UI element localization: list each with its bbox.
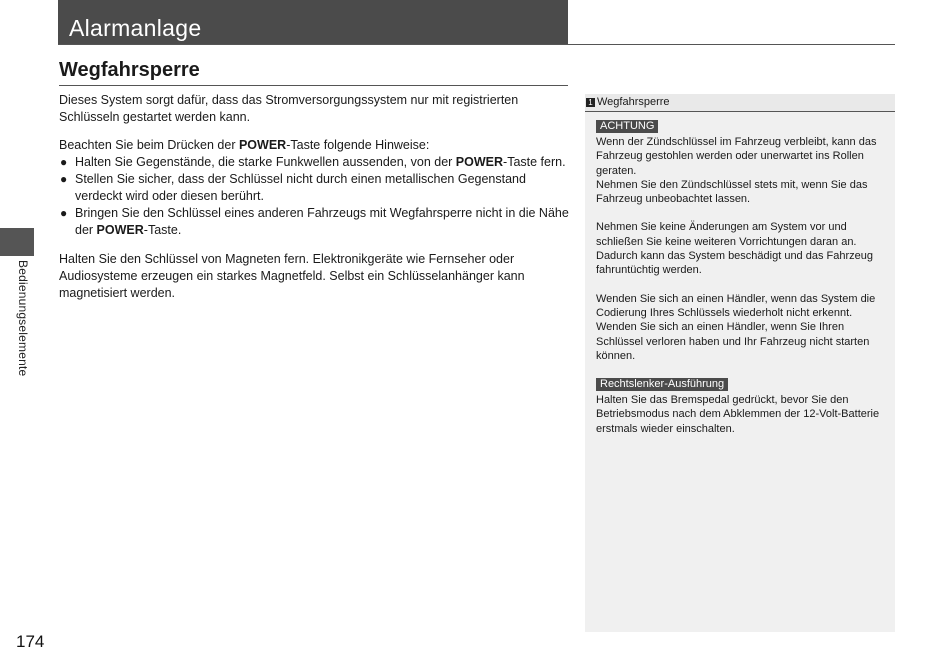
rhd-paragraph: Halten Sie das Bremspedal gedrückt, bevor Sie den Betriebsmodus nach dem Abklemmen der 12-Volt-Batterie erstmals wieder einschalten. — [596, 394, 880, 435]
section-title: Alarmanlage — [58, 0, 568, 44]
list-item — [59, 171, 569, 205]
power-note-paragraph — [59, 137, 569, 154]
magnet-paragraph: Halten Sie den Schlüssel von Magneten fern. Elektronikgeräte wie Fernseher oder Audiosysteme erzeugen ein starkes Magnetfeld. Selbst ein Schlüsselanhänger kann magnetisiert werden. — [59, 252, 525, 300]
intro-paragraph: Dieses System sorgt dafür, dass das Stromversorgungssystem nur mit registrierten Schlüsseln gestartet werden kann. — [59, 93, 519, 124]
power-key-label: POWER — [238, 138, 287, 152]
caution-label: ACHTUNG — [596, 120, 658, 133]
chapter-side-label: Bedienungselemente — [16, 260, 30, 377]
dealer-paragraph: Wenden Sie sich an einen Händler, wenn das System die Codierung Ihres Schlüssels wiederholt nicht erkennt. Wenden Sie sich an einen Händler, wenn Sie Ihren Schlüssel verloren haben und Ihr Fahrzeug nicht starten können. — [596, 292, 876, 362]
list-item-text-before: Bringen Sie den Schlüssel eines anderen Fahrzeugs mit Wegfahrsperre nicht in die Nähe der — [75, 206, 569, 237]
caution-paragraph: Nehmen Sie keine Änderungen am System vor und schließen Sie keine weiteren Vorrichtungen daran an. Dadurch kann das System beschädigt und das Fahrzeug fahruntüchtig werden. — [596, 221, 873, 277]
bullet-icon: ● — [60, 172, 68, 186]
hint-list — [59, 154, 569, 239]
notes-content — [585, 112, 895, 436]
list-item — [59, 205, 569, 239]
list-item-text-before: Halten Sie Gegenstände, die starke Funkwellen aussenden, von der — [75, 155, 456, 169]
rhd-label: Rechtslenker-Ausführung — [596, 378, 728, 391]
page-number: 174 — [16, 632, 45, 651]
notes-header — [585, 94, 895, 112]
power-note-after: -Taste folgende Hinweise: — [286, 138, 430, 152]
list-item-text: Stellen Sie sicher, dass der Schlüssel nicht durch einen metallischen Gegenstand verdeckt wird oder diesen berührt. — [75, 172, 526, 203]
list-item-text-after: -Taste. — [143, 223, 182, 237]
power-key-label: POWER — [96, 223, 144, 237]
list-item — [59, 154, 569, 171]
bullet-icon: ● — [60, 155, 68, 169]
power-key-label: POWER — [455, 155, 504, 169]
chapter-tab-marker — [0, 228, 34, 256]
section-divider — [58, 44, 895, 45]
notes-header-title: Wegfahrsperre — [597, 96, 670, 108]
main-text-column — [59, 92, 569, 313]
notes-sidebar — [585, 94, 895, 632]
bullet-icon: ● — [60, 206, 68, 220]
caution-paragraph: Wenn der Zündschlüssel im Fahrzeug verbleibt, kann das Fahrzeug gestohlen werden oder unerwartet ins Rollen geraten. Nehmen Sie den Zündschlüssel stets mit, wenn Sie das Fahrzeug unbeobachtet lassen. — [596, 136, 877, 206]
list-item-text-after: -Taste fern. — [503, 155, 566, 169]
reference-arrow-icon: 1 — [586, 98, 595, 107]
page-heading: Wegfahrsperre — [59, 59, 568, 86]
power-note-before: Beachten Sie beim Drücken der — [59, 138, 239, 152]
